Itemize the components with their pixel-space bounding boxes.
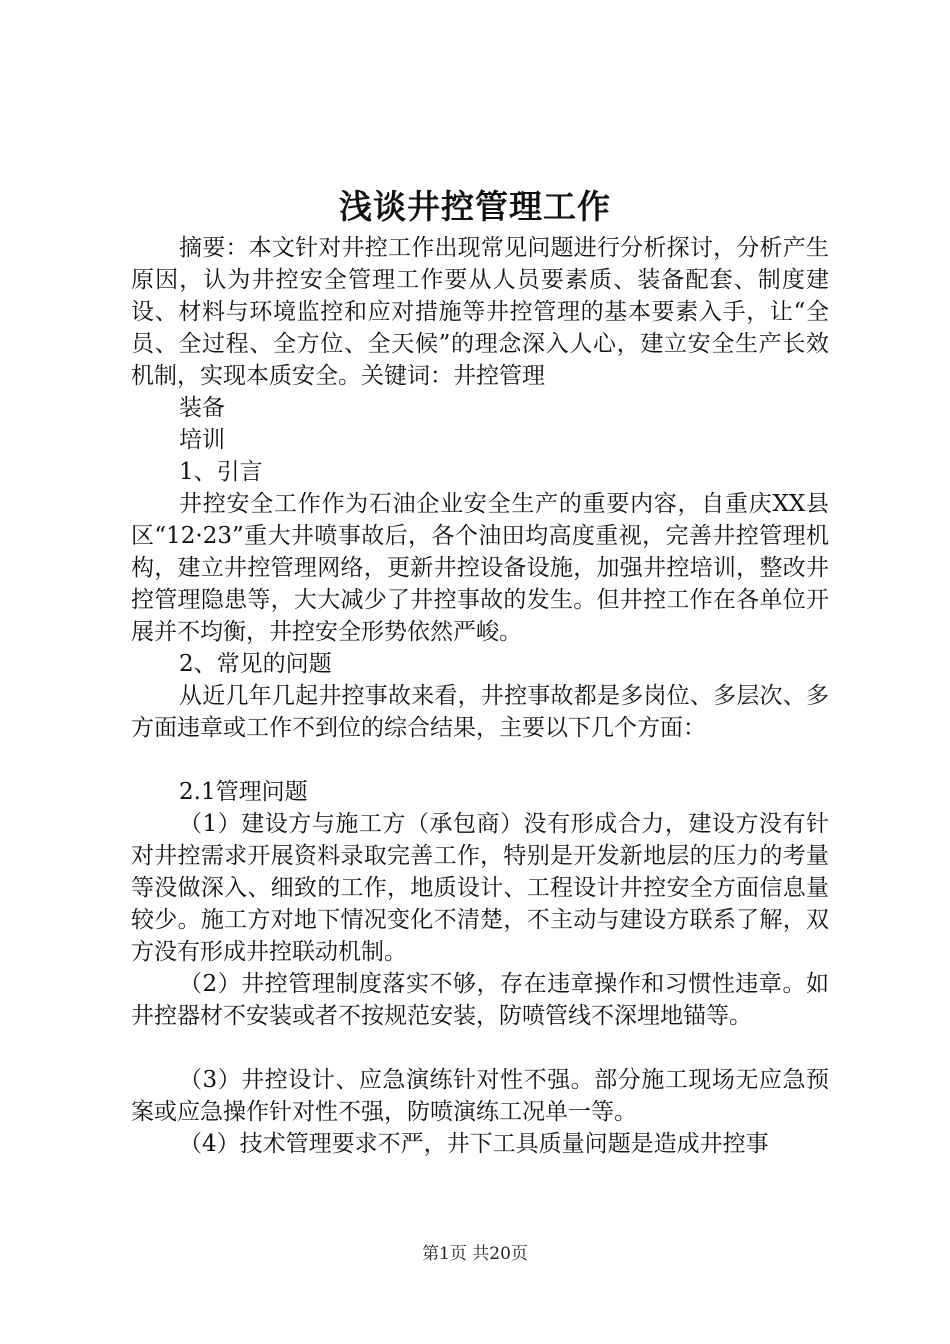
subsection-heading-management: 2.1管理问题 bbox=[179, 779, 308, 805]
keyword-training: 培训 bbox=[179, 427, 225, 453]
management-item-1: （1）建设方与施工方（承包商）没有形成合力，建设方没有针对井控需求开展资料录取完善工作，特别是开发新地层的压力的考量等没做深入、细致的工作，地质设计、工程设计井控安全方面信息量较少。施工方对地下情况变化不清楚，不主动与建设方联系了解，双方没有形成井控联动机制。 bbox=[131, 811, 829, 965]
section-heading-introduction: 1、引言 bbox=[179, 459, 263, 485]
page-footer: 第1页 共20页 bbox=[422, 1244, 528, 1264]
management-item-4: （4）技术管理要求不严，井下工具质量问题是造成井控事 bbox=[179, 1131, 769, 1157]
management-item-2: （2）井控管理制度落实不够，存在违章操作和习惯性违章。如井控器材不安装或者不按规范安装，防喷管线不深埋地锚等。 bbox=[131, 971, 829, 1029]
management-item-3: （3）井控设计、应急演练针对性不强。部分施工现场无应急预案或应急操作针对性不强，防喷演练工况单一等。 bbox=[131, 1067, 829, 1125]
abstract-paragraph: 摘要：本文针对井控工作出现常见问题进行分析探讨，分析产生原因，认为井控安全管理工作要从人员要素质、装备配套、制度建设、材料与环境监控和应对措施等井控管理的基本要素入手，让“全员、全过程、全方位、全天候”的理念深入人心，建立安全生产长效机制，实现本质安全。关键词：井控管理 bbox=[131, 235, 829, 389]
document-body bbox=[131, 232, 829, 1160]
keyword-equipment: 装备 bbox=[179, 395, 225, 421]
document-title: 浅谈井控管理工作 bbox=[339, 187, 611, 226]
common-problems-paragraph: 从近几年几起井控事故来看，井控事故都是多岗位、多层次、多方面违章或工作不到位的综合结果，主要以下几个方面： bbox=[131, 683, 829, 741]
introduction-paragraph: 井控安全工作作为石油企业安全生产的重要内容，自重庆XX县区“12·23”重大井喷事故后，各个油田均高度重视，完善井控管理机构，建立井控管理网络，更新井控设备设施，加强井控培训，整改井控管理隐患等，大大减少了井控事故的发生。但井控工作在各单位开展并不均衡，井控安全形势依然严峻。 bbox=[131, 491, 829, 645]
section-heading-common-problems: 2、常见的问题 bbox=[179, 651, 332, 677]
